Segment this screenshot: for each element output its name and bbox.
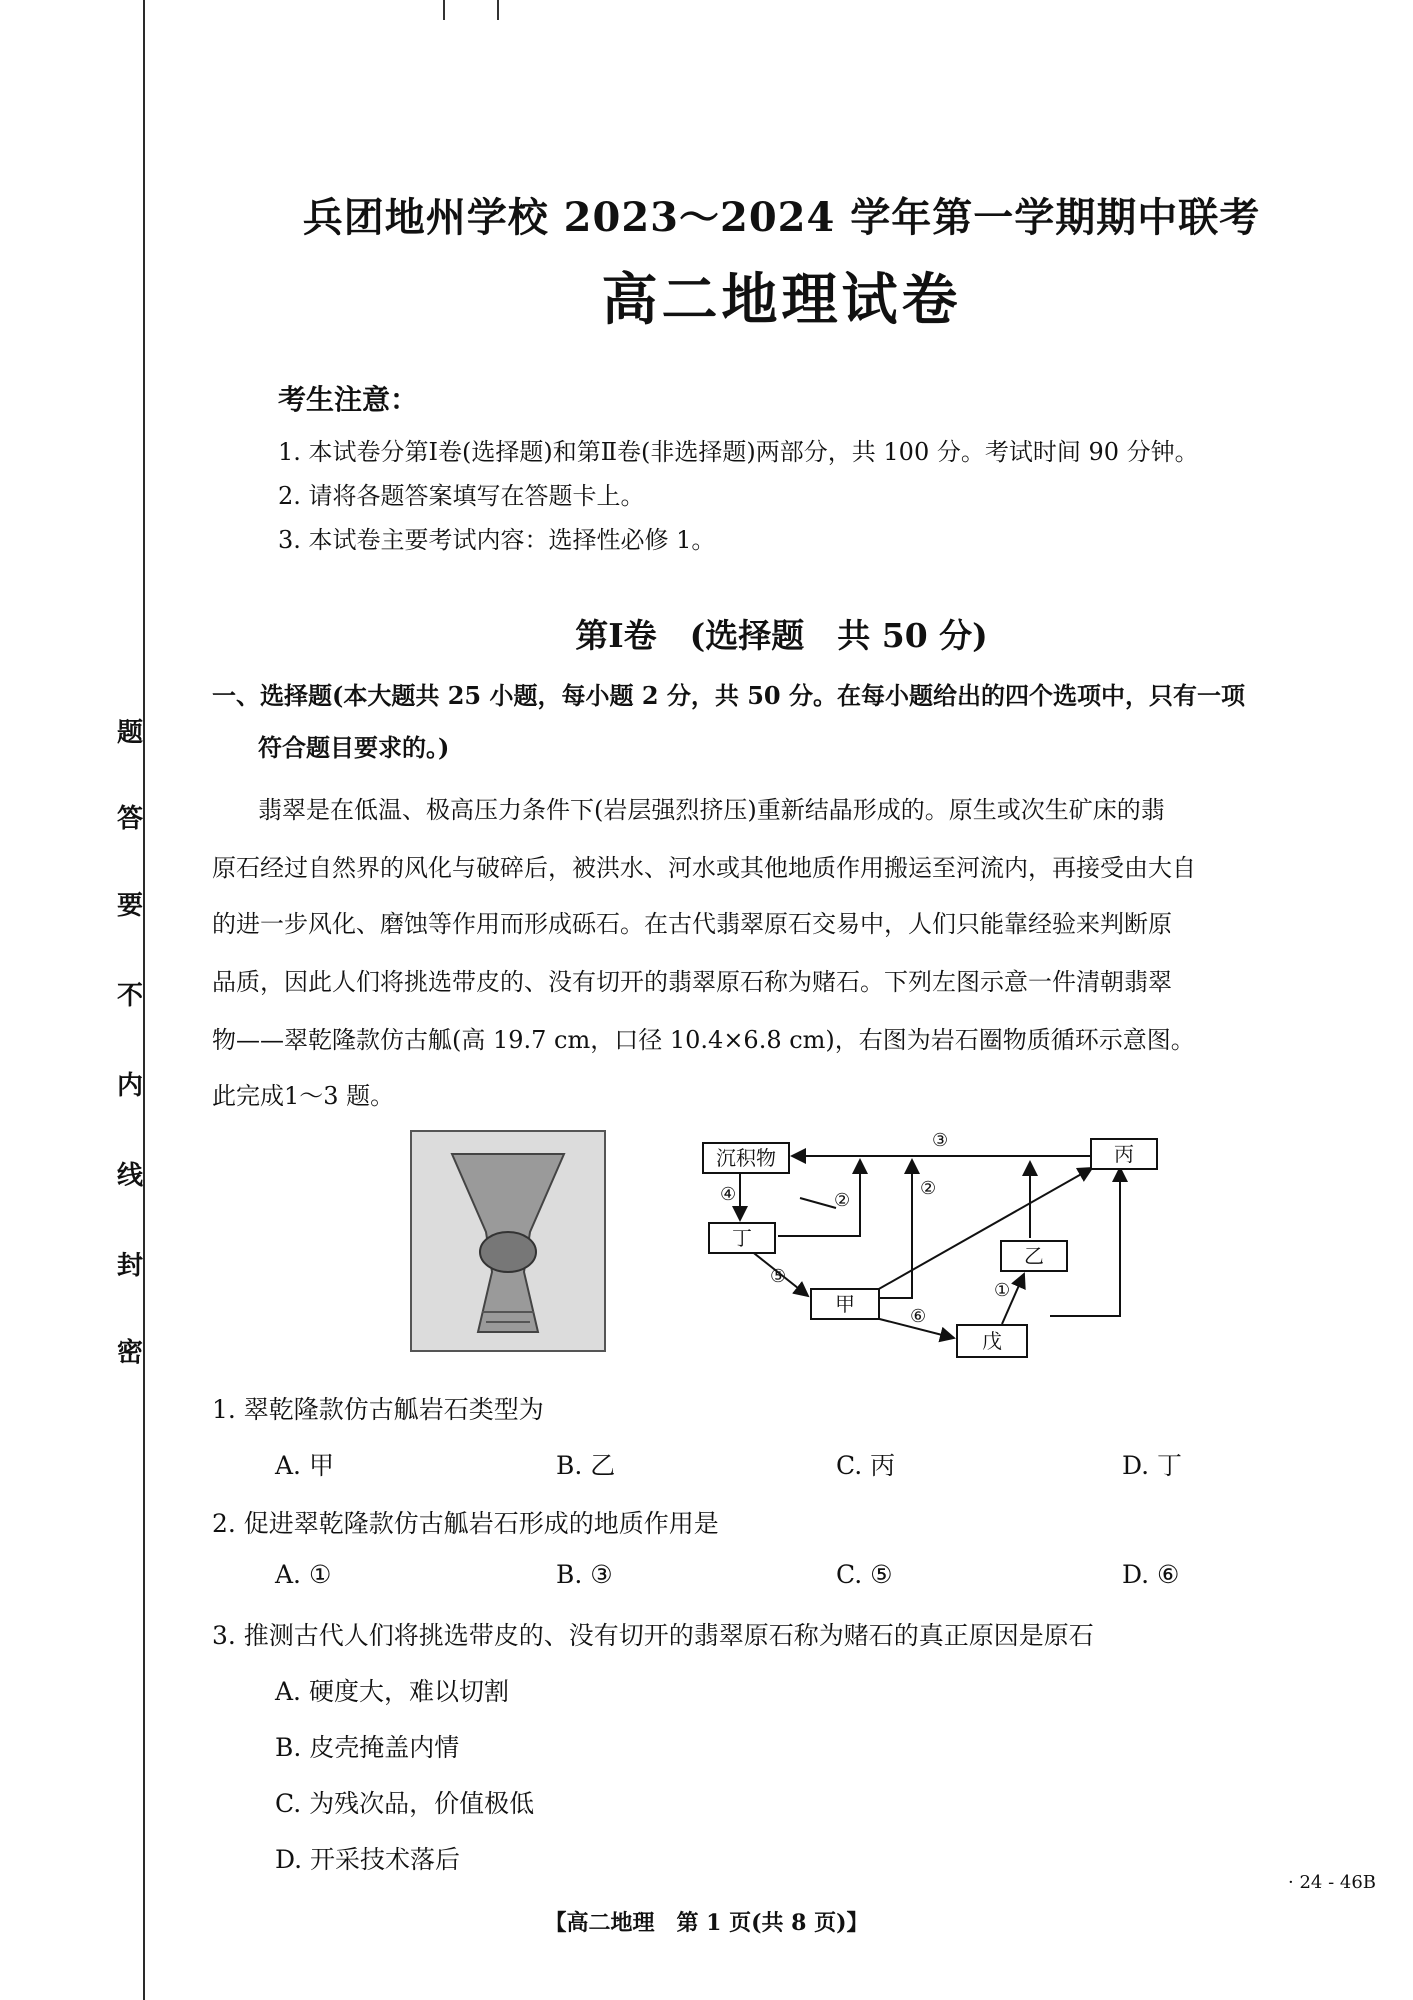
marker: ⑥ [910,1306,927,1327]
box-wu: 戊 [956,1324,1028,1358]
passage-line: 翡翠是在低温、极高压力条件下(岩层强烈挤压)重新结晶形成的。原生或次生矿床的翡 [258,796,1165,824]
part-one-instruction: 一、选择题(本大题共 25 小题，每小题 2 分，共 50 分。在每小题给出的四个选项中，只有一项 [212,681,1245,710]
marker: ④ [720,1184,737,1205]
top-mark [443,0,445,20]
margin-char: 答 [116,804,143,834]
question-option: B. 皮壳掩盖内情 [275,1733,460,1762]
margin-char: 不 [116,981,143,1011]
question-option: B. 乙 [556,1451,616,1480]
passage-line: 品质，因此人们将挑选带皮的、没有切开的翡翠原石称为赌石。下列左图示意一件清朝翡翠 [212,968,1172,996]
notice-item: 3. 本试卷主要考试内容：选择性必修 1。 [278,526,716,554]
box-yi: 乙 [1000,1240,1068,1272]
rock-cycle-diagram [700,1128,1180,1368]
marker: ⑤ [770,1266,787,1287]
notice-heading: 考生注意： [278,383,419,416]
question-stem: 3. 推测古代人们将挑选带皮的、没有切开的翡翠原石称为赌石的真正原因是原石 [212,1621,1094,1650]
paper-title: 高二地理试卷 [601,267,962,333]
question-option: D. 丁 [1122,1451,1183,1480]
top-mark [497,0,499,20]
margin-char: 内 [116,1071,143,1101]
passage-line: 原石经过自然界的风化与破碎后，被洪水、河水或其他地质作用搬运至河流内，再接受由大自 [212,854,1196,882]
box-bing: 丙 [1090,1138,1158,1170]
notice-item: 1. 本试卷分第Ⅰ卷(选择题)和第Ⅱ卷(非选择题)两部分，共 100 分。考试时间 90 分钟。 [278,438,1199,466]
page-footer: 【高二地理 第 1 页(共 8 页)】 [544,1910,869,1936]
question-option: C. 为残次品，价值极低 [275,1789,535,1818]
question-option: B. ③ [556,1560,613,1589]
section-title: 第Ⅰ卷 (选择题 共 50 分) [575,616,988,655]
question-stem: 2. 促进翠乾隆款仿古觚岩石形成的地质作用是 [212,1509,719,1538]
marker: ② [834,1190,851,1211]
box-ding: 丁 [708,1222,776,1254]
box-sediment: 沉积物 [702,1142,790,1174]
marker: ② [920,1178,937,1199]
passage-line: 物——翠乾隆款仿古觚(高 19.7 cm，口径 10.4×6.8 cm)，右图为岩石圈物质循环示意图。 [212,1026,1195,1054]
passage-line: 此完成1～3 题。 [212,1082,395,1110]
margin-char: 题 [116,718,143,748]
exam-title: 兵团地州学校 2023～2024 学年第一学期期中联考 [302,194,1261,241]
passage-line: 的进一步风化、磨蚀等作用而形成砾石。在古代翡翠原石交易中，人们只能靠经验来判断原 [212,910,1172,938]
question-option: C. ⑤ [836,1560,893,1589]
question-option: D. 开采技术落后 [275,1845,461,1874]
question-option: C. 丙 [836,1451,896,1480]
box-jia: 甲 [810,1288,880,1320]
marker: ③ [932,1130,949,1151]
margin-char: 封 [116,1251,143,1281]
question-option: D. ⑥ [1122,1560,1180,1589]
question-option: A. 甲 [275,1451,334,1480]
paper-code: · 24 - 46B [1288,1872,1377,1893]
question-option: A. 硬度大，难以切割 [275,1677,509,1706]
question-option: A. ① [275,1560,332,1589]
margin-char: 线 [116,1161,143,1191]
margin-char: 密 [116,1338,143,1368]
question-stem: 1. 翠乾隆款仿古觚岩石类型为 [212,1395,544,1424]
jade-vessel-photo [410,1130,606,1352]
part-one-instruction: 符合题目要求的。) [258,733,450,762]
margin-char: 要 [116,891,143,921]
marker: ① [994,1280,1011,1301]
notice-item: 2. 请将各题答案填写在答题卡上。 [278,482,645,510]
